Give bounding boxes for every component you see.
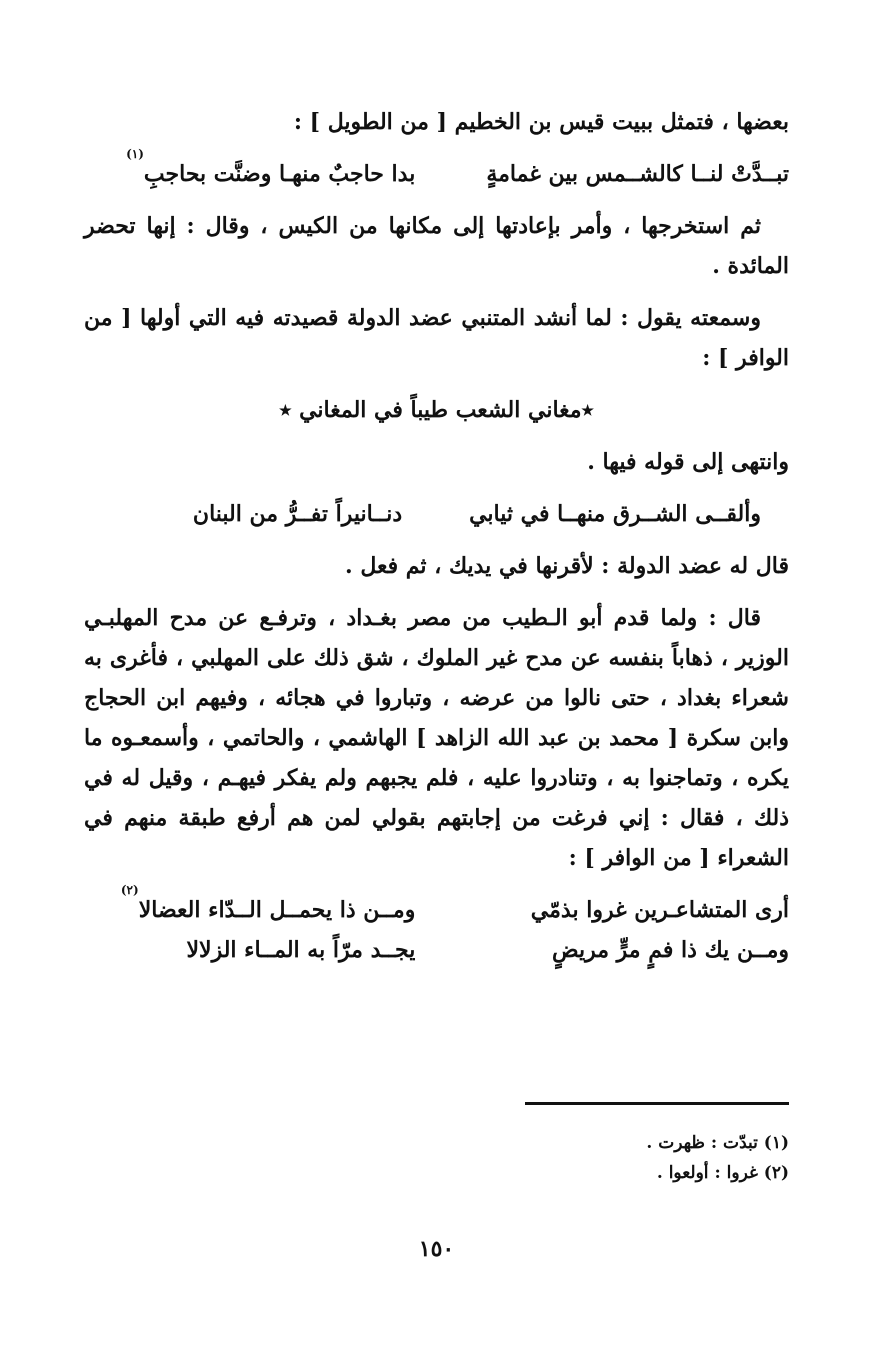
verse-4-first-hemistich: ومــن يك ذا فمٍ مرٍّ مريضٍ — [552, 937, 789, 963]
verse-4-second-hemistich: يجــد مرّاً به المــاء الزلالا — [186, 937, 416, 963]
verse-2-first-hemistich: وألقــى الشــرق منهــا في ثيابي — [469, 501, 761, 527]
footnote-2: (٢) غروا : أولعوا . — [656, 1163, 789, 1183]
page-number: ١٥٠ — [418, 1236, 455, 1262]
verse-line-4 — [84, 930, 789, 970]
verse-3-second-hemistich — [84, 883, 416, 930]
footnote-ref-2: (٢) — [120, 883, 139, 897]
verse-3-first-hemistich: أرى المتشاعـرين غروا بذمّي — [530, 897, 789, 923]
footnote-ref-1: (١) — [126, 147, 144, 161]
footnotes — [646, 1128, 789, 1188]
paragraph-intro: بعضها ، فتمثل ببيت قيس بن الخطيم [ من الطويل ] : — [293, 109, 789, 135]
paragraph-4: وانتهى إلى قوله فيها . — [587, 449, 789, 475]
footnote-divider — [525, 1102, 789, 1105]
paragraph-5: قال له عضد الدولة : لأقرنها في يديك ، ثم فعل . — [345, 553, 789, 579]
verse-line-3 — [84, 883, 789, 930]
paragraph-2: ثم استخرجها ، وأمر بإعادتها إلى مكانها من الكيس ، وقال : إنها تحضر المائدة . — [84, 213, 789, 279]
verse-line-2 — [84, 494, 789, 534]
centered-verse: ٭مغاني الشعب طيباً في المغاني ٭ — [279, 397, 594, 423]
verse-3-second-text: ومــن ذا يحمــل الــدّاء العضالا — [138, 897, 416, 923]
verse-2-second-hemistich: دنــانيراً تفــرُّ من البنان — [192, 501, 403, 527]
paragraph-3: وسمعته يقول : لما أنشد المتنبي عضد الدولة قصيدته فيه التي أولها [ من الوافر ] : — [84, 305, 789, 371]
verse-line-1 — [84, 147, 789, 194]
footnote-1: (١) تبدّت : ظهرت . — [646, 1133, 789, 1153]
verse-1-second-hemistich — [84, 147, 416, 194]
verse-1-first-hemistich: تبــدَّتْ لنــا كالشــمس بين غمامةٍ — [486, 161, 789, 187]
body-text — [84, 102, 789, 982]
verse-1-second-text: بدا حاجبٌ منهـا وضنَّت بحاجبِ — [143, 161, 416, 187]
paragraph-6: قال : ولما قدم أبو الـطيب من مصر بغـداد ، وترفـع عن مدح المهلبـي الوزير ، ذهاباً بنفسه عن مدح غير الملوك ، شق ذلك على المهلبي ، فأغرى به شعراء بغداد ، حتى نالوا من عرضه ، وتباروا في هجائه ، وفيهم ابن الحجاج وابن سكرة [ محمد بن عبد الله الزاهد ] الهاشمي ، والحاتمي ، وأسمعـوه ما يكره ، وتماجنوا به ، وتنادروا عليه ، فلم يجبهم ولم يفكر فيهـم ، وقيل له في ذلك ، فقال : إني فرغت من إجابتهم بقولي لمن هم أرفع طبقة منهم في الشعراء [ من الوافر ] : — [84, 605, 789, 871]
